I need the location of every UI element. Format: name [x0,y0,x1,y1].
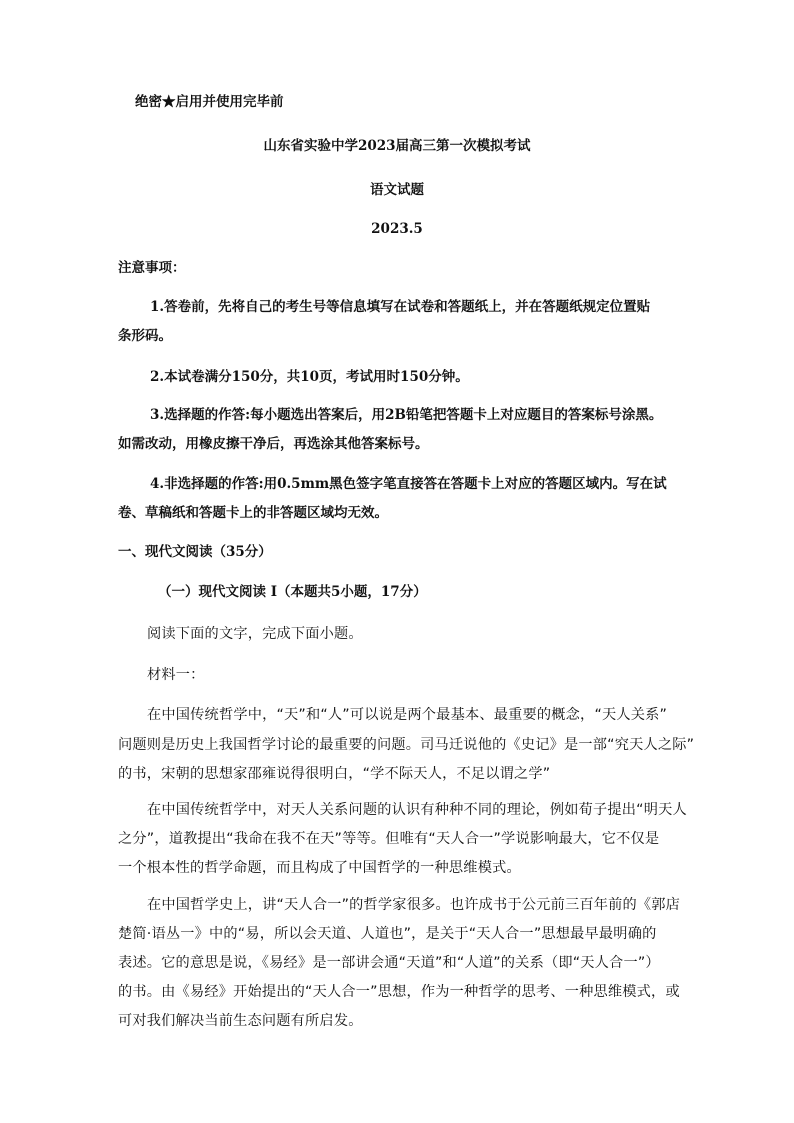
notice-item-4-line-2: 卷、草稿纸和答题卡上的非答题区域均无效。 [118,505,388,521]
paragraph-2-line-1: 在中国传统哲学中，对天人关系问题的认识有种种不同的理论，例如荀子提出“明天人 [147,802,687,818]
exam-date: 2023.5 [371,221,423,237]
secrecy-label: 绝密★启用并使用完毕前 [135,94,284,110]
exam-title: 山东省实验中学2023届高三第一次模拟考试 [263,138,531,154]
notice-item-1-line-2: 条形码。 [118,328,172,344]
notice-item-1-line-1: 1.答卷前，先将自己的考生号等信息填写在试卷和答题纸上，并在答题纸规定位置贴 [150,299,651,315]
paragraph-3-line-1: 在中国哲学史上，讲“天人合一”的哲学家很多。也许成书于公元前三百年前的《郭店 [147,897,681,913]
paragraph-1-line-3: 的书，宋朝的思想家邵雍说得很明白，“学不际天人，不足以谓之学” [118,766,551,782]
notice-item-3-line-1: 3.选择题的作答:每小题选出答案后，用2B铅笔把答题卡上对应题目的答案标号涂黑。 [150,407,663,423]
section-heading: 一、现代文阅读（35分） [118,544,272,560]
paragraph-3-line-2: 楚简·语丛一》中的“易，所以会天道、人道也”，是关于“天人合一”思想最早最明确的 [118,926,657,942]
subsection-heading: （一）现代文阅读 I（本题共5小题，17分） [158,584,427,600]
paragraph-2-line-2: 之分”，道教提出“我命在我不在天”等等。但唯有“天人合一”学说影响最大，它不仅是 [118,831,660,847]
material-label: 材料一： [147,667,205,683]
notice-item-3-line-2: 如需改动，用橡皮擦干净后，再选涂其他答案标号。 [118,436,429,452]
paragraph-3-line-4: 的书。由《易经》开始提出的“天人合一”思想，作为一种哲学的思考、一种思维模式，或 [118,984,680,1000]
paragraph-1-line-2: 问题则是历史上我国哲学讨论的最重要的问题。司马迁说他的《史记》是一部“究天人之际” [118,737,695,753]
subject-title: 语文试题 [370,182,424,198]
notice-item-2: 2.本试卷满分150分，共10页，考试用时150分钟。 [150,369,469,385]
paragraph-3-line-5: 可对我们解决当前生态问题有所启发。 [118,1013,363,1029]
paragraph-3-line-3: 表述。它的意思是说，《易经》是一部讲会通“天道”和“人道”的关系（即“天人合一”） [118,955,660,971]
notice-heading: 注意事项： [118,260,186,276]
paragraph-2-line-3: 一个根本性的哲学命题，而且构成了中国哲学的一种思维模式。 [118,860,521,876]
notice-item-4-line-1: 4.非选择题的作答:用0.5mm黑色签字笔直接答在答题卡上对应的答题区域内。写在试 [150,476,667,492]
reading-instruction: 阅读下面的文字，完成下面小题。 [147,626,363,642]
paragraph-1-line-1: 在中国传统哲学中，“天”和“人”可以说是两个最基本、最重要的概念，“天人关系” [147,707,668,723]
